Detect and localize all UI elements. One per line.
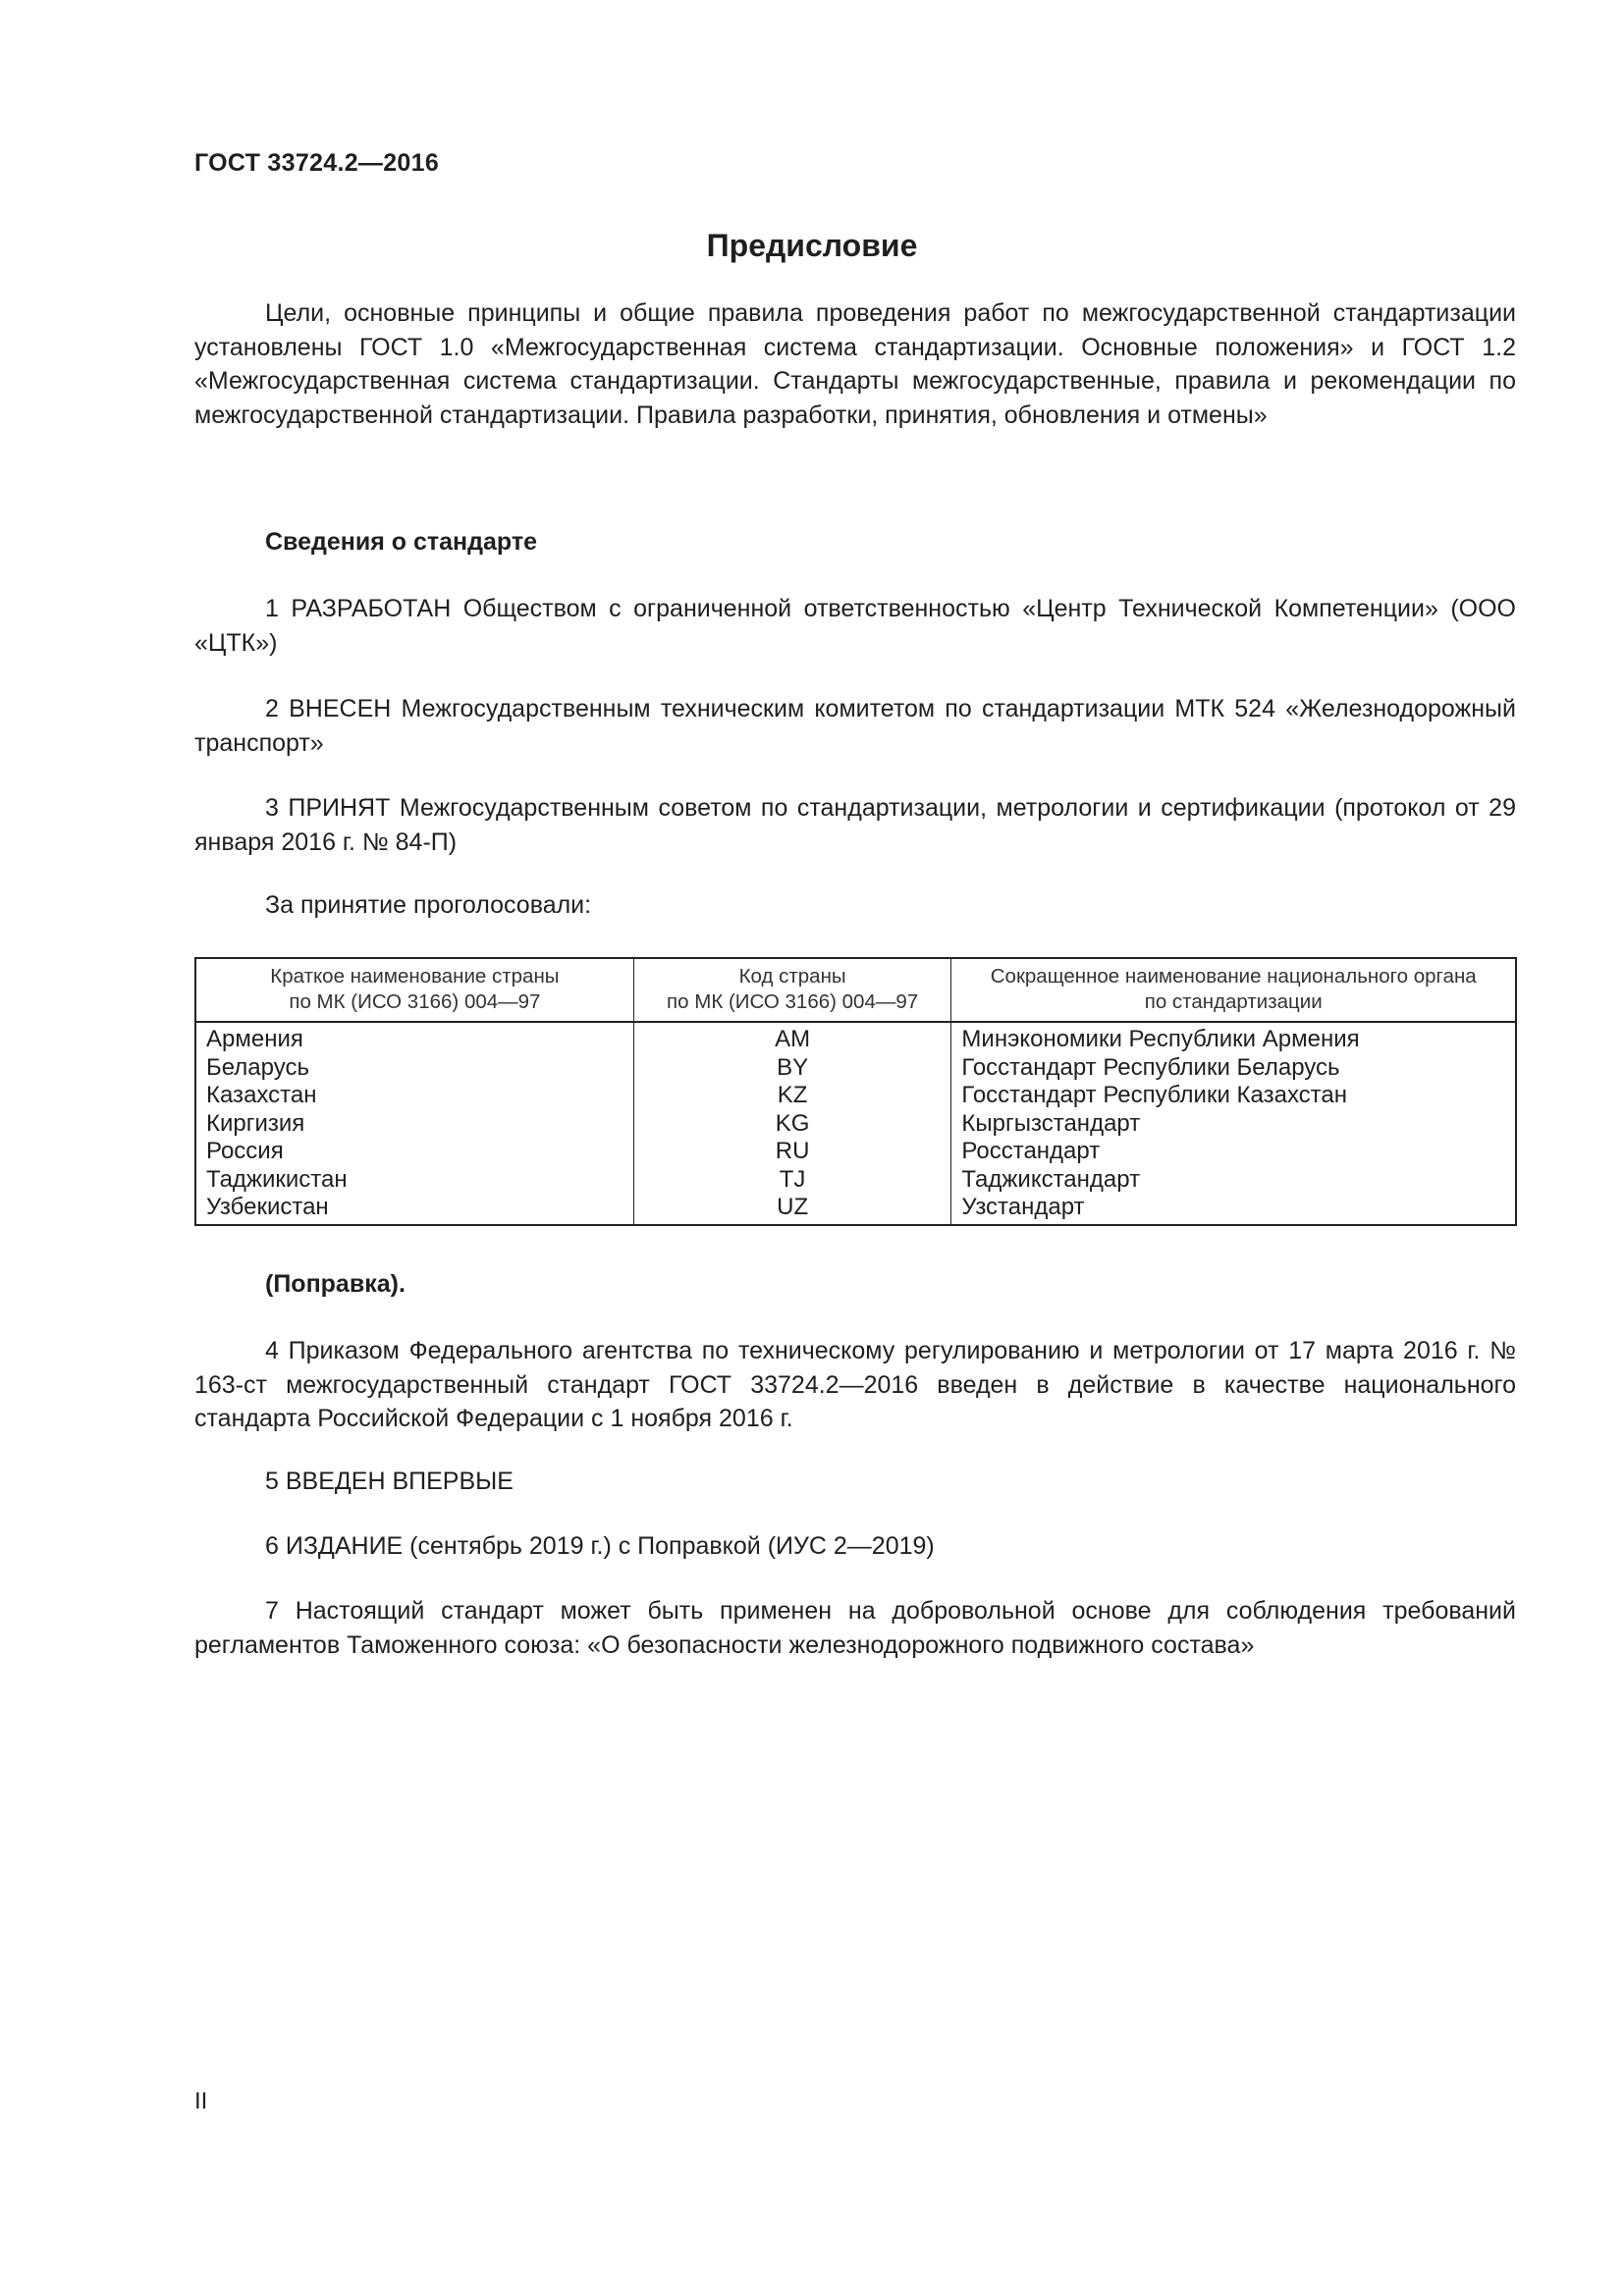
cell-body: Госстандарт Республики Казахстан (951, 1082, 1516, 1110)
table-row (195, 1110, 1516, 1139)
cell-country: Армения (195, 1022, 633, 1054)
voted-label: За принятие проголосовали: (265, 891, 592, 919)
table-row (195, 1138, 1516, 1166)
cell-code: TJ (633, 1166, 951, 1195)
cell-code: BY (633, 1054, 951, 1083)
item-edition: 6 ИЗДАНИЕ (сентябрь 2019 г.) с Поправкой (ИУС 2—2019) (265, 1532, 935, 1560)
cell-body: Узстандарт (951, 1194, 1516, 1225)
header-standards-body-line1: Сокращенное наименование национального органа (990, 965, 1477, 988)
cell-code: RU (633, 1138, 951, 1166)
cell-body: Госстандарт Республики Беларусь (951, 1054, 1516, 1083)
item-voluntary-basis: 7 Настоящий стандарт может быть применен на добровольной основе для соблюдения требований регламентов Таможенного союза: «О безопасности железнодорожного подвижного состава» (194, 1597, 1516, 1659)
table-row (195, 1082, 1516, 1110)
cell-country: Узбекистан (195, 1194, 633, 1225)
table-row (195, 1194, 1516, 1225)
section-heading: Сведения о стандарте (265, 528, 538, 556)
cell-country: Киргизия (195, 1110, 633, 1139)
header-country-code-line2: по МК (ИСО 3166) 004—97 (667, 990, 919, 1013)
cell-code: KG (633, 1110, 951, 1139)
amendment-note: (Поправка). (265, 1270, 406, 1298)
header-country-name-line1: Краткое наименование страны (270, 965, 560, 988)
cell-country: Казахстан (195, 1082, 633, 1110)
intro-paragraph: Цели, основные принципы и общие правила проведения работ по межгосударственной стандартизации установлены ГОСТ 1.0 «Межгосударственная система стандартизации. Основные положения» и ГОСТ 1.2 «Межгосударственная система стандартизации. Стандарты межгосударственные, правила и рекомендации по межгосударственной стандартизации. Правила разработки, принятия, обновления и отмены» (194, 299, 1516, 429)
cell-country: Россия (195, 1138, 633, 1166)
voting-table (194, 957, 1517, 1226)
item-submitted: 2 ВНЕСЕН Межгосударственным техническим комитетом по стандартизации МТК 524 «Железнодорожный транспорт» (194, 695, 1516, 757)
table-row (195, 1022, 1516, 1054)
item-enacted: 4 Приказом Федерального агентства по техническому регулированию и метрологии от 17 марта 2016 г. № 163-ст межгосударственный стандарт ГОСТ 33724.2—2016 введен в действие в качестве национального стандарта Российской Федерации с 1 ноября 2016 г. (194, 1337, 1516, 1432)
table-header-row (195, 958, 1516, 1022)
cell-code: UZ (633, 1194, 951, 1225)
cell-body: Росстандарт (951, 1138, 1516, 1166)
page-title: Предисловие (706, 228, 918, 263)
page-number: II (194, 2088, 208, 2114)
cell-country: Беларусь (195, 1054, 633, 1083)
document-code: ГОСТ 33724.2—2016 (194, 149, 440, 177)
header-country-code-line1: Код страны (738, 965, 846, 988)
cell-code: AM (633, 1022, 951, 1054)
cell-body: Минэкономики Республики Армения (951, 1022, 1516, 1054)
header-country-name (195, 958, 633, 1022)
cell-country: Таджикистан (195, 1166, 633, 1195)
cell-body: Таджикстандарт (951, 1166, 1516, 1195)
item-adopted: 3 ПРИНЯТ Межгосударственным советом по стандартизации, метрологии и сертификации (протокол от 29 января 2016 г. № 84-П) (194, 794, 1516, 856)
item-first-introduced: 5 ВВЕДЕН ВПЕРВЫЕ (265, 1468, 514, 1495)
cell-body: Кыргызстандарт (951, 1110, 1516, 1139)
header-standards-body-line2: по стандартизации (1144, 990, 1323, 1013)
cell-code: KZ (633, 1082, 951, 1110)
header-standards-body (951, 958, 1516, 1022)
table-row (195, 1054, 1516, 1083)
header-country-name-line2: по МК (ИСО 3166) 004—97 (289, 990, 541, 1013)
header-country-code (633, 958, 951, 1022)
table-row (195, 1166, 1516, 1195)
item-developed: 1 РАЗРАБОТАН Обществом с ограниченной ответственностью «Центр Технической Компетенции» (ООО «ЦТК») (194, 595, 1516, 657)
